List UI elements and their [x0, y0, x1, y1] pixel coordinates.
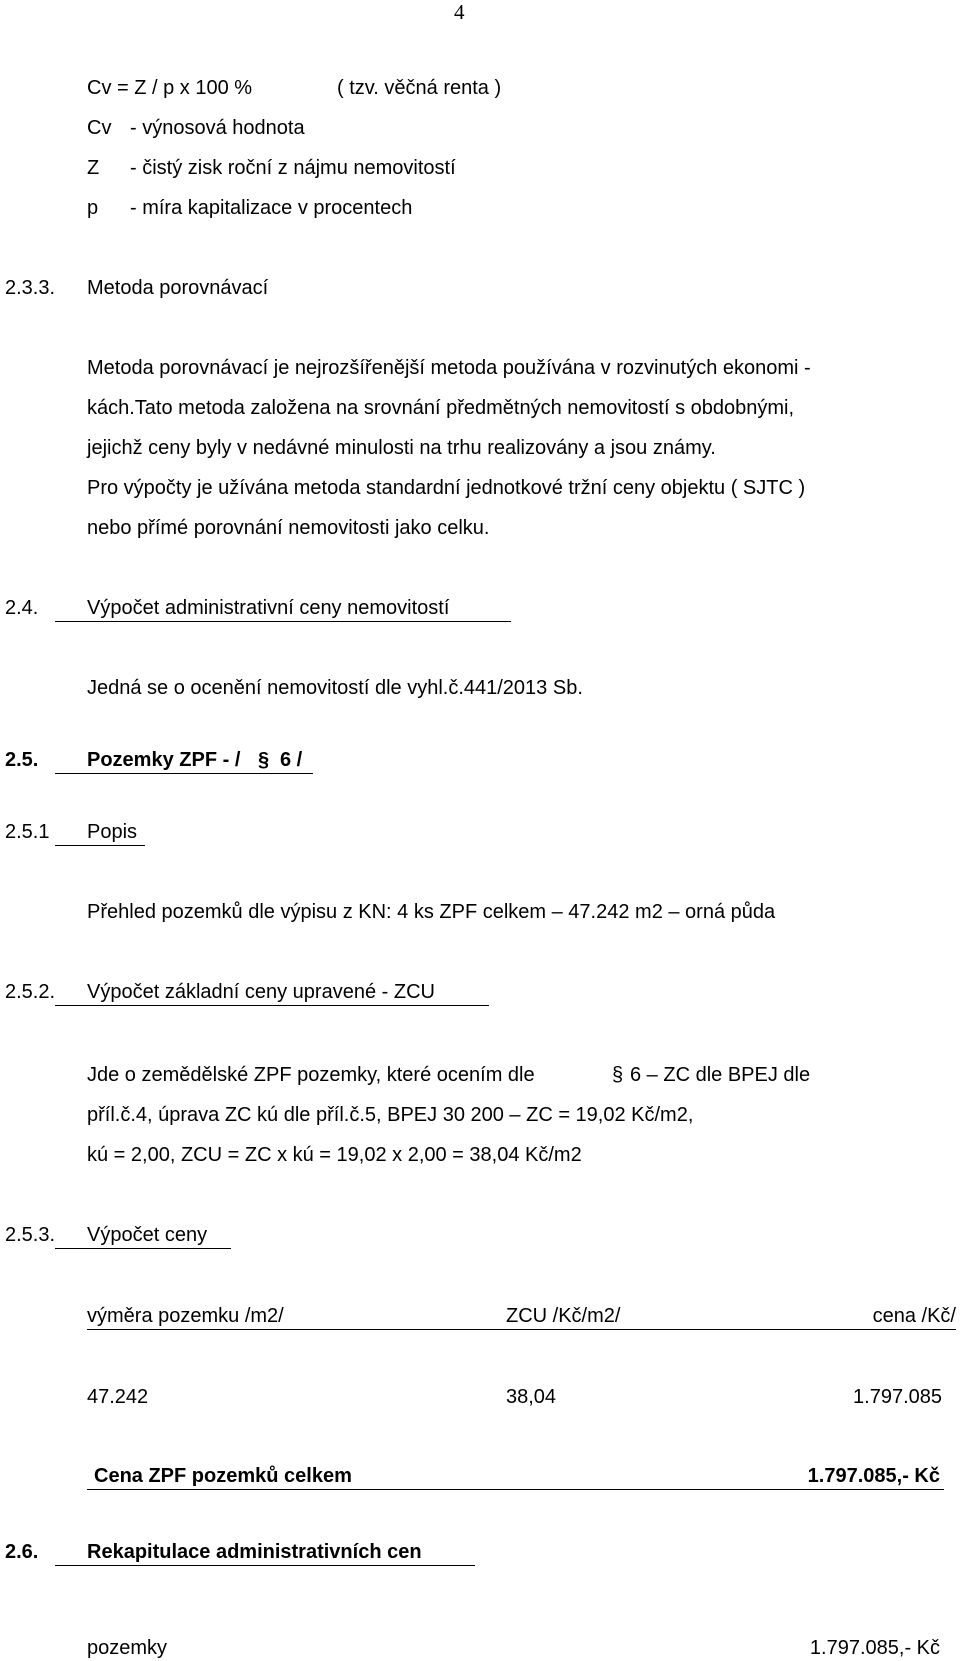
table-cell: 1.797.085: [853, 1386, 942, 1408]
paragraph-line: Jde o zemědělské ZPF pozemky, které ocením dle: [87, 1064, 535, 1086]
heading-underline: [55, 1005, 489, 1006]
table-header: výměra pozemku /m2/: [87, 1305, 284, 1327]
paragraph-line: kú = 2,00, ZCU = ZC x kú = 19,02 x 2,00 = 38,04 Kč/m2: [87, 1144, 582, 1166]
paragraph-line: nebo přímé porovnání nemovitosti jako celku.: [87, 517, 490, 539]
section-heading-end: 6 /: [280, 749, 303, 771]
heading-underline: [55, 773, 313, 774]
table-header: cena /Kč/: [872, 1305, 956, 1327]
page-number: 4: [454, 0, 465, 24]
paragraph-line: Metoda porovnávací je nejrozšířenější metoda používána v rozvinutých ekonomi -: [87, 357, 811, 379]
section-number: 2.6.: [5, 1541, 39, 1563]
legend-symbol: Cv: [87, 117, 112, 139]
section-number: 2.4.: [5, 597, 39, 619]
paragraph-line: kách.Tato metoda založena na srovnání předmětných nemovitostí s obdobnými,: [87, 397, 795, 419]
table-cell: 47.242: [87, 1386, 149, 1408]
heading-underline: [55, 845, 145, 846]
heading-underline: [55, 1248, 231, 1249]
section-number: 2.5.: [5, 749, 39, 771]
section-number: 2.5.3.: [5, 1224, 56, 1246]
section-number: 2.5.1: [5, 821, 50, 843]
paragraph-line: příl.č.4, úprava ZC kú dle příl.č.5, BPEJ 30 200 – ZC = 19,02 Kč/m2,: [87, 1104, 694, 1126]
heading-underline: [55, 1565, 475, 1566]
formula-note: ( tzv. věčná renta ): [337, 77, 502, 99]
total-label: Cena ZPF pozemků celkem: [94, 1465, 352, 1487]
total-value: 1.797.085,- Kč: [807, 1465, 940, 1487]
legend-description: - čistý zisk roční z nájmu nemovitostí: [130, 157, 456, 179]
paragraph-line: Jedná se o ocenění nemovitostí dle vyhl.č.441/2013 Sb.: [87, 677, 583, 699]
recap-item-value: 1.797.085,- Kč: [809, 1637, 940, 1659]
paragraph-line-end: 6 – ZC dle BPEJ dle: [630, 1064, 811, 1086]
section-heading: Popis: [87, 821, 138, 843]
total-underline: [87, 1489, 944, 1490]
section-heading: Pozemky ZPF - /: [87, 749, 241, 771]
legend-description: - výnosová hodnota: [130, 117, 305, 139]
section-heading: Metoda porovnávací: [87, 277, 269, 299]
table-cell: 38,04: [506, 1386, 557, 1408]
section-symbol-icon: §: [258, 749, 270, 771]
section-number: 2.5.2.: [5, 981, 56, 1003]
formula-main: Cv = Z / p x 100 %: [87, 77, 253, 99]
section-heading: Výpočet administrativní ceny nemovitostí: [87, 597, 450, 619]
legend-symbol: p: [87, 197, 99, 219]
legend-description: - míra kapitalizace v procentech: [130, 197, 413, 219]
paragraph-line: jejichž ceny byly v nedávné minulosti na trhu realizovány a jsou známy.: [87, 437, 716, 459]
section-heading: Výpočet základní ceny upravené - ZCU: [87, 981, 435, 1003]
paragraph-line: Přehled pozemků dle výpisu z KN: 4 ks ZPF celkem – 47.242 m2 – orná půda: [87, 901, 776, 923]
paragraph-line: Pro výpočty je užívána metoda standardní jednotkové tržní ceny objektu ( SJTC ): [87, 477, 806, 499]
section-heading: Výpočet ceny: [87, 1224, 208, 1246]
section-symbol-icon: §: [612, 1064, 624, 1086]
section-number: 2.3.3.: [5, 277, 56, 299]
heading-underline: [55, 621, 511, 622]
table-header: ZCU /Kč/m2/: [506, 1305, 621, 1327]
recap-item-label: pozemky: [87, 1637, 168, 1659]
section-heading: Rekapitulace administrativních cen: [87, 1541, 422, 1563]
table-header-underline: [87, 1329, 956, 1330]
legend-symbol: Z: [87, 157, 100, 179]
